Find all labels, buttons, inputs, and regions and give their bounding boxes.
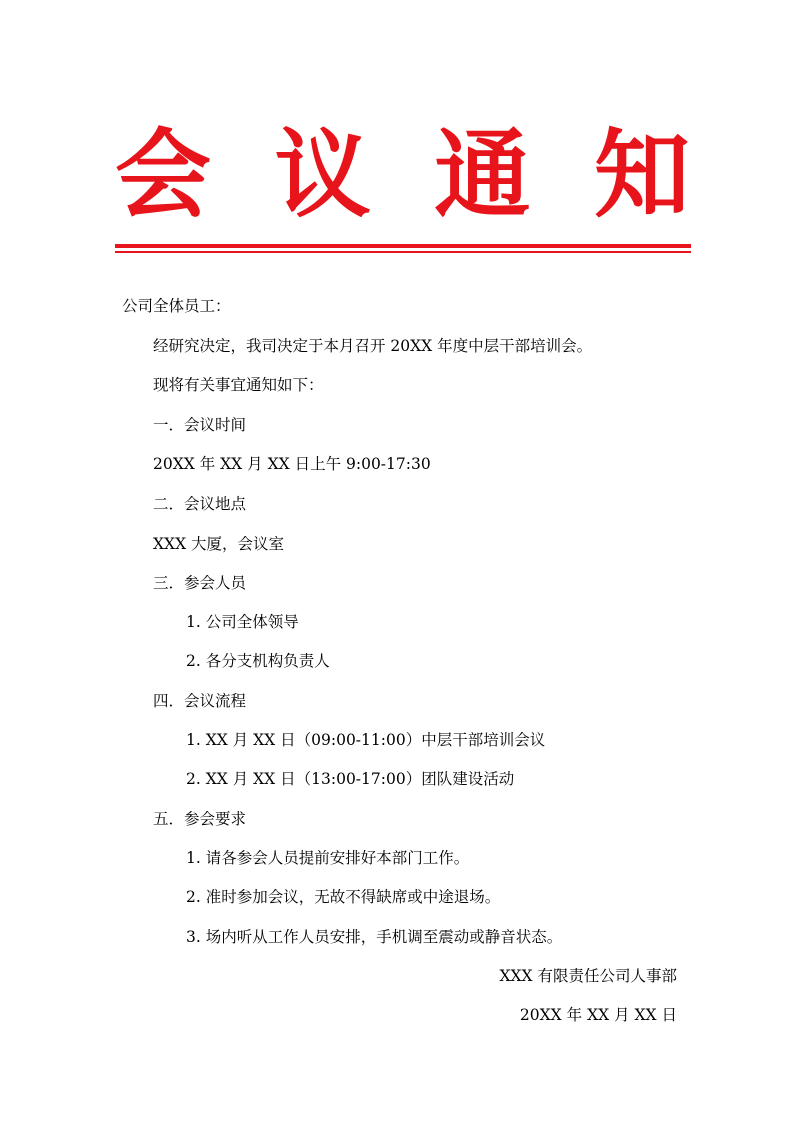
title-char-1: 会 bbox=[115, 118, 211, 231]
agenda-item-1: 1. XX 月 XX 日（09:00-11:00）中层干部培训会议 bbox=[186, 731, 546, 749]
section-heading-requirements: 五．参会要求 bbox=[153, 810, 247, 828]
section-heading-agenda: 四．会议流程 bbox=[153, 692, 247, 710]
requirement-item-3: 3. 场内听从工作人员安排，手机调至震动或静音状态。 bbox=[186, 928, 563, 946]
requirement-item-2: 2. 准时参加会议，无故不得缺席或中途退场。 bbox=[186, 888, 501, 906]
section-heading-time: 一．会议时间 bbox=[153, 416, 247, 434]
signature-department: XXX 有限责任公司人事部 bbox=[499, 967, 677, 985]
salutation: 公司全体员工： bbox=[122, 297, 231, 315]
title-char-4: 知 bbox=[593, 118, 690, 231]
intro-paragraph: 经研究决定，我司决定于本月召开 20XX 年度中层干部培训会。 bbox=[153, 337, 593, 355]
section-heading-location: 二．会议地点 bbox=[153, 495, 247, 513]
requirement-item-1: 1. 请各参会人员提前安排好本部门工作。 bbox=[186, 849, 470, 867]
meeting-time-value: 20XX 年 XX 月 XX 日上午 9:00-17:30 bbox=[153, 455, 431, 473]
title-char-2: 议 bbox=[274, 118, 371, 231]
title-char-3: 通 bbox=[434, 118, 531, 231]
attendee-item-2: 2. 各分支机构负责人 bbox=[186, 652, 330, 670]
meeting-location-value: XXX 大厦，会议室 bbox=[153, 535, 285, 553]
attendee-item-1: 1. 公司全体领导 bbox=[186, 613, 299, 631]
notice-intro: 现将有关事宜通知如下： bbox=[153, 376, 324, 394]
signature-date: 20XX 年 XX 月 XX 日 bbox=[519, 1006, 677, 1024]
agenda-item-2: 2. XX 月 XX 日（13:00-17:00）团队建设活动 bbox=[186, 770, 515, 788]
section-heading-attendees: 三．参会人员 bbox=[153, 574, 247, 592]
